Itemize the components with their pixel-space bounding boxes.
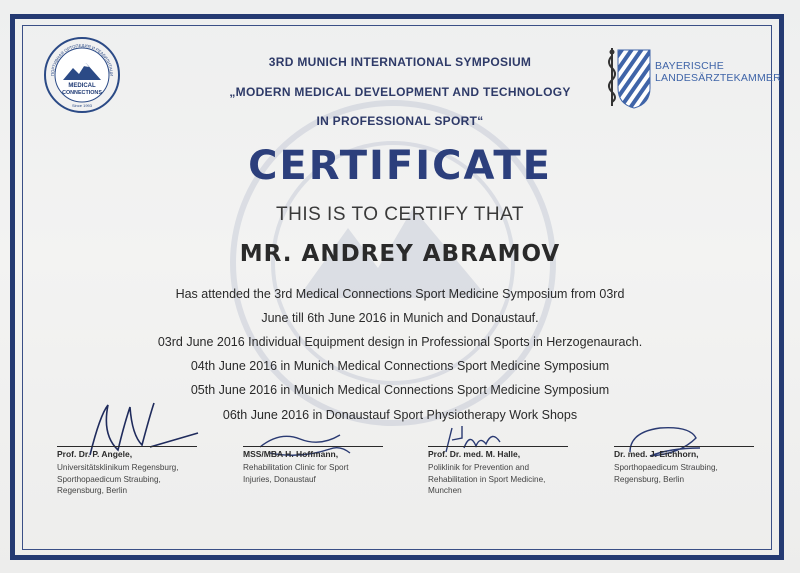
body-line: 03rd June 2016 Individual Equipment design in Professional Sports in Herzogenaurach. <box>157 335 643 349</box>
body-line: June till 6th June 2016 in Munich and Donaustauf. <box>261 311 539 325</box>
signatory-affiliation: Sporthopaedicum Straubing, <box>57 474 161 484</box>
signatory-name: Dr. med. J. Eichhorn, <box>614 446 754 459</box>
signatory-affiliation: Rehabilitation Clinic for Sport <box>243 463 349 472</box>
bayerische-landesaerztekammer-logo <box>604 44 781 110</box>
logo-arc-text: ПОРТИВНАЯ ОРТОПЕДИЯ И РЕАБИЛИТАЦИ <box>49 42 115 77</box>
body-line: 06th June 2016 in Donaustauf Sport Physiotherapy Work Shops <box>222 408 578 422</box>
bavarian-shield-icon <box>604 44 654 110</box>
logo-since: Since 1993 <box>71 103 93 108</box>
signatory-block <box>243 444 413 485</box>
medical-connections-logo <box>43 36 121 114</box>
certificate-title: CERTIFICATE <box>248 143 552 189</box>
signatory-block <box>57 444 227 497</box>
signatory-block <box>614 444 784 485</box>
signatory-affiliation: Regensburg, Berlin <box>614 474 685 484</box>
certify-statement: THIS IS TO CERTIFY THAT <box>276 204 524 225</box>
signatory-name: Prof. Dr. med. M. Halle, <box>428 446 568 459</box>
logo-line1: MEDICAL <box>68 83 96 89</box>
header-line-1: 3RD MUNICH INTERNATIONAL SYMPOSIUM <box>268 55 532 69</box>
signatory-affiliation: Munchen <box>428 486 462 495</box>
signatory-affiliation: Sporthopaedicum Straubing, <box>614 463 718 472</box>
right-logo-line1: BAYERISCHE <box>655 60 724 72</box>
signatory-affiliation: Poliklinik for Prevention and <box>428 463 530 472</box>
body-line: Has attended the 3rd Medical Connections Sport Medicine Symposium from 03rd <box>175 287 625 301</box>
signatory-name: Prof. Dr. P. Angele, <box>57 446 197 459</box>
signatory-affiliation: Injuries, Donaustauf <box>243 474 316 484</box>
signatory-affiliation: Universitätsklinikum Regensburg, <box>57 463 179 472</box>
signatory-name: MSS/MBA H. Hoffmann, <box>243 446 383 459</box>
body-line: 04th June 2016 in Munich Medical Connections Sport Medicine Symposium <box>190 359 610 373</box>
signatory-affiliation: Regensburg, Berlin <box>57 486 128 495</box>
recipient-name: MR. ANDREY ABRAMOV <box>239 241 561 267</box>
header-line-2: „MODERN MEDICAL DEVELOPMENT AND TECHNOLOGY <box>229 85 571 99</box>
right-logo-line2: LANDESÄRZTEKAMMER <box>655 72 781 84</box>
header-line-3: IN PROFESSIONAL SPORT“ <box>316 114 484 128</box>
logo-line2: CONNECTIONS <box>62 90 102 96</box>
body-line: 05th June 2016 in Munich Medical Connections Sport Medicine Symposium <box>190 383 610 397</box>
signatory-affiliation: Rehabilitation in Sport Medicine, <box>428 474 546 484</box>
signatory-block <box>428 444 598 497</box>
